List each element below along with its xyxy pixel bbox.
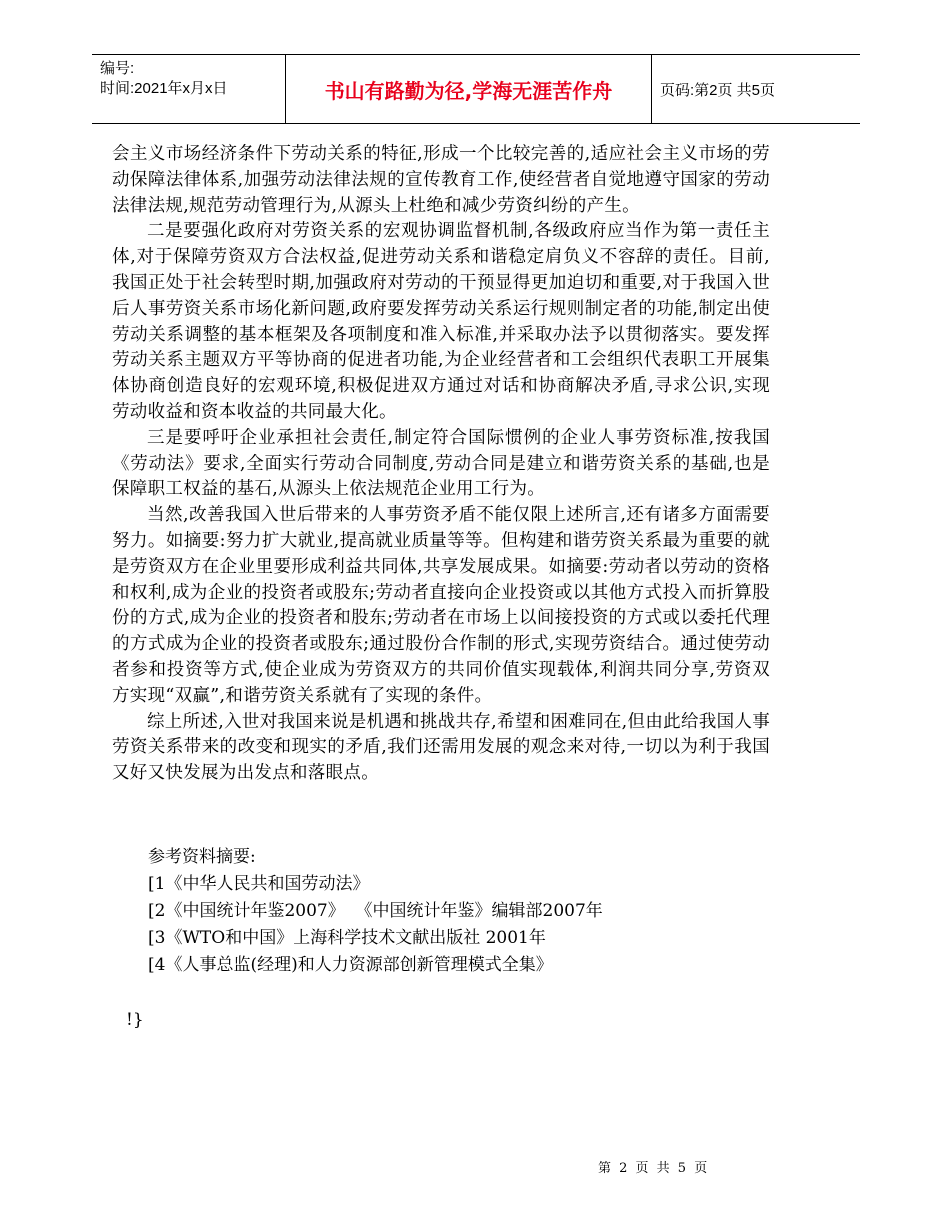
header-meta [100, 59, 228, 99]
document-time-label: 时间:2021年x月x日 [100, 80, 228, 97]
reference-item: [1《中华人民共和国劳动法》 [148, 874, 370, 894]
paragraph-enterprise-responsibility: 三是要呼吁企业承担社会责任,制定符合国际惯例的企业人事劳资标准,按我国《劳动法》要求,全面实行劳动合同制度,劳动合同是建立和谐劳资关系的基础,也是保障职工权益的基石,从源头上依法规范企业用工行为。 [112, 427, 770, 500]
paragraph-further-efforts: 当然,改善我国入世后带来的人事劳资矛盾不能仅限上述所言,还有诸多方面需要努力。如摘要:努力扩大就业,提高就业质量等等。但构建和谐劳资关系最为重要的就是劳资双方在企业里要形成利益共同体,共享发展成果。如摘要:劳动者以劳动的资格和权利,成为企业的投资者或股东;劳动者直接向企业投资或以其他方式投入而折算股份的方式,成为企业的投资者和股东;劳动者在市场上以间接投资的方式或以委托代理的方式成为企业的投资者或股东;通过股份合作制的形式,实现劳资结合。通过使劳动者参和投资等方式,使企业成为劳资双方的共同价值实现载体,利润共同分享,劳资双方实现“双赢”,和谐劳资关系就有了实现的条件。 [112, 505, 770, 706]
page-footer: 第 2 页 共 5 页 [598, 1161, 710, 1176]
stray-mark: !} [126, 1010, 144, 1030]
document-body [112, 142, 770, 787]
paragraph-conclusion: 综上所述,入世对我国来说是机遇和挑战共存,希望和困难同在,但由此给我国人事劳资关系带来的改变和现实的矛盾,我们还需用发展的观念来对待,一切以为利于我国又好又快发展为出发点和落眼点。 [112, 711, 770, 784]
reference-item: [3《WTO和中国》上海科学技术文献出版社 2001年 [148, 928, 546, 948]
document-number-label: 编号: [100, 60, 135, 77]
references-title: 参考资料摘要: [148, 847, 256, 867]
reference-item: [2《中国统计年鉴2007》 《中国统计年鉴》编辑部2007年 [148, 901, 603, 921]
header-motto: 书山有路勤为径,学海无涯苦作舟 [285, 55, 652, 123]
paragraph-continuation: 会主义市场经济条件下劳动关系的特征,形成一个比较完善的,适应社会主义市场的劳动保障法律体系,加强劳动法律法规的宣传教育工作,使经营者自觉地遵守国家的劳动法律法规,规范劳动管理行为,从源头上杜绝和减少劳资纠纷的产生。 [112, 144, 770, 216]
header-page-number: 页码:第2页 共5页 [660, 82, 776, 99]
references-section [148, 844, 603, 979]
paragraph-government-role: 二是要强化政府对劳资关系的宏观协调监督机制,各级政府应当作为第一责任主体,对于保障劳资双方合法权益,促进劳动关系和谐稳定肩负义不容辞的责任。目前,我国正处于社会转型时期,加强政府对劳动的干预显得更加迫切和重要,对于我国入世后人事劳资关系市场化新问题,政府要发挥劳动关系运行规则制定者的功能,制定出使劳动关系调整的基本框架及各项制度和准入标准,并采取办法予以贯彻落实。要发挥劳动关系主题双方平等协商的促进者功能,为企业经营者和工会组织代表职工开展集体协商创造良好的宏观环境,积极促进双方通过对话和协商解决矛盾,寻求公识,实现劳动收益和资本收益的共同最大化。 [112, 221, 770, 422]
page-header [92, 54, 860, 124]
reference-item: [4《人事总监(经理)和人力资源部创新管理模式全集》 [148, 955, 553, 975]
